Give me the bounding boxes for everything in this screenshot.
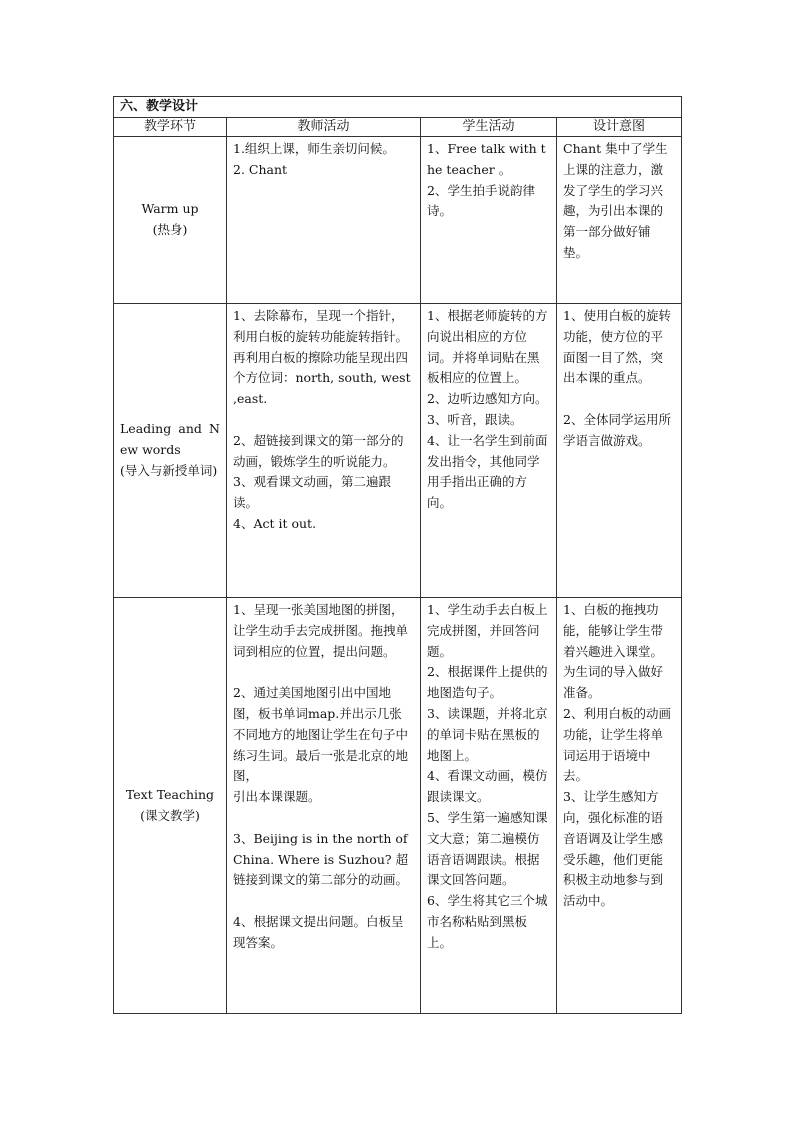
student-activity-item: 2、边听边感知方向。: [427, 391, 548, 407]
stage-name-cn: (导入与新授单词): [120, 462, 218, 478]
spacer: [563, 389, 675, 410]
teacher-activity-item: 2、超链接到课文的第一部分的动画，锻炼学生的听说能力。: [233, 432, 404, 469]
spacer: [233, 410, 414, 431]
spacer: [233, 891, 414, 912]
design-intent-item: 2、全体同学运用所学语言做游戏。: [563, 411, 671, 448]
stage-cell: [114, 598, 227, 1014]
teacher-activity-item: 4、根据课文提出问题。白板呈现答案。: [233, 913, 404, 950]
stage-cell: [114, 304, 227, 598]
teaching-design-table: [113, 96, 682, 1014]
header-stage: 教学环节: [114, 118, 227, 137]
header-intent: 设计意图: [557, 118, 682, 137]
design-intent-cell: [557, 598, 682, 1014]
teacher-activity-cell: [227, 304, 421, 598]
header-teacher: 教师活动: [227, 118, 421, 137]
student-activity-item: 2、根据课件上提供的地图造句子。: [427, 664, 548, 701]
teacher-activity-item: 引出本课课题。: [233, 789, 321, 805]
stage-name: Leading and New words: [120, 421, 220, 458]
spacer: [233, 662, 414, 683]
design-intent-item: Chant 集中了学生上课的注意力，激发了学生的学习兴趣，为引出本课的第一部分做好铺垫。: [563, 141, 668, 260]
design-intent-item: 2、利用白板的动画功能，让学生将单词运用于语境中去。: [563, 705, 671, 784]
design-intent-item: 1、白板的拖拽功能，能够让学生带着兴趣进入课堂。为生词的导入做好准备。: [563, 602, 664, 701]
table-row-text-teaching: [114, 598, 682, 1014]
student-activity-cell: [421, 598, 557, 1014]
table-row-warm-up: [114, 137, 682, 304]
design-intent-item: 1、使用白板的旋转功能，使方位的平面图一目了然，突出本课的重点。: [563, 308, 671, 386]
teacher-activity-cell: [227, 598, 421, 1014]
teacher-activity-cell: [227, 137, 421, 304]
design-intent-cell: [557, 137, 682, 304]
student-activity-cell: [421, 137, 557, 304]
teacher-activity-item: 2、通过美国地图引出中国地图，板书单词map.并出示几张不同地方的地图让学生在句子中练习生词。最后一张是北京的地图，: [233, 685, 409, 784]
student-activity-cell: [421, 304, 557, 598]
design-intent-cell: [557, 304, 682, 598]
teacher-activity-item: 1、呈现一张美国地图的拼图，让学生动手去完成拼图。拖拽单词到相应的位置，提出问题。: [233, 602, 409, 659]
student-activity-item: 4、看课文动画，模仿跟读课文。: [427, 768, 548, 805]
header-student: 学生活动: [421, 118, 557, 137]
design-intent-item: 3、让学生感知方向，强化标准的语音语调及让学生感受乐趣，他们更能积极主动地参与到活动中。: [563, 789, 664, 909]
teacher-activity-item: 4、Act it out.: [233, 515, 317, 531]
teacher-activity-item: 2. Chant: [233, 161, 288, 177]
student-activity-item: 4、让一名学生到前面发出指令，其他同学用手指出正确的方向。: [427, 432, 548, 511]
student-activity-item: 3、听音，跟读。: [427, 411, 523, 427]
header-row: [114, 118, 682, 137]
section-title: 六、教学设计: [114, 97, 682, 118]
student-activity-item: 6、学生将其它三个城市名称粘贴到黑板上。: [427, 893, 548, 950]
student-activity-item: 2、学生拍手说韵律诗。: [427, 182, 535, 219]
stage-name: Warm up: [141, 201, 199, 217]
student-activity-item: 1、根据老师旋转的方向说出相应的方位词。并将单词贴在黑板相应的位置上。: [427, 308, 548, 386]
teacher-activity-item: 3、Beijing is in the north of China. Where is Suzhou? 超链接到课文的第二部分的动画。: [233, 830, 409, 888]
stage-name-cn: (课文教学): [140, 807, 200, 823]
stage-name-cn: (热身): [152, 222, 188, 237]
stage-cell: [114, 137, 227, 304]
teacher-activity-item: 1.组织上课，师生亲切问候。: [233, 141, 395, 156]
table-row-leading: [114, 304, 682, 598]
teacher-activity-item: 1、去除幕布，呈现一个指针，利用白板的旋转功能旋转指针。再利用白板的擦除功能呈现出四个方位词：north, south, west ,east.: [233, 308, 411, 407]
student-activity-item: 1、Free talk with the teacher 。: [427, 141, 546, 177]
student-activity-item: 1、学生动手去白板上完成拼图，并回答问题。: [427, 602, 548, 659]
student-activity-item: 3、读课题，并将北京的单词卡贴在黑板的地图上。: [427, 705, 548, 763]
teacher-activity-item: 3、观看课文动画，第二遍跟读。: [233, 474, 391, 511]
stage-name: Text Teaching: [125, 786, 215, 802]
spacer: [233, 808, 414, 829]
student-activity-item: 5、学生第一遍感知课文大意；第二遍模仿语音语调跟读。根据课文回答问题。: [427, 809, 548, 888]
